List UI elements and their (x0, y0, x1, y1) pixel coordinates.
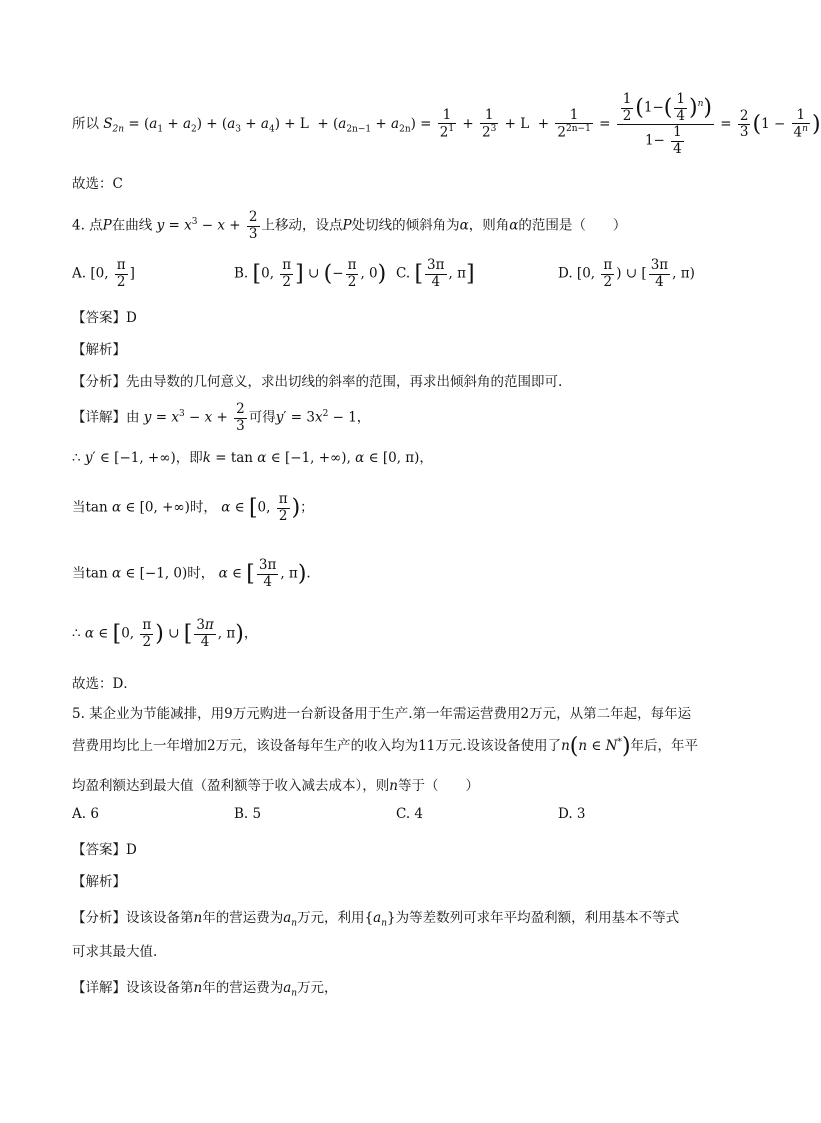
choose-c: 故选：C (72, 176, 123, 192)
q4-jiexi: 【解析】 (72, 342, 126, 358)
q5-fenxi-cont: 可求其最大值. (72, 944, 158, 960)
q5-answer: 【答案】D (72, 842, 137, 858)
q4-answer: 【答案】D (72, 310, 137, 326)
q4-conclusion: ∴ α ∈ [0, $\frac{\pi}{2}$ ) ∪ [ $\frac{3\pi}{4}$ , π)， (72, 617, 258, 650)
q4-choose: 故选：D． (72, 676, 137, 692)
q4-stem: 4. 点P在曲线 $y = x^3 - x$ + $\frac{2}{3}$ 上移动，设点P处切线的倾斜角为α，则角α的范围是（ ） (72, 209, 627, 242)
q4-case-2: 当tan α ∈ [−1, 0)时， α ∈ [ $\frac{3\pi}{4}$ , π). (72, 557, 311, 590)
q5-xiangjie: 【详解】设该设备第n年的营运费为$a_n$万元， (72, 980, 338, 999)
q5-line-2: 营费用均比上一年增加2万元，该设备每年生产的收入均为11万元.设该设备使用了n(n ∈ N*)年后，年平 (72, 734, 699, 759)
q5-option-a[interactable]: A. 6 (72, 806, 99, 822)
q4-option-d[interactable]: D. [0, $\frac{\pi}{2}$ ) ∪ [ $\frac{3\pi}{4}$ , π) (558, 257, 695, 290)
q4-option-a[interactable]: A. [0, $\frac{\pi}{2}$ ] (72, 257, 135, 290)
q5-fenxi: 【分析】设该设备第n年的营运费为$a_n$万元，利用$\{a_n\}$为等差数列可求年平均盈利额，利用基本不等式 (72, 910, 680, 929)
q5-line-1: 5. 某企业为节能减排，用9万元购进一台新设备用于生产.第一年需运营费用2万元，从第二年起，每年运 (72, 706, 692, 722)
q4-option-c[interactable]: C. [ $\frac{3\pi}{4}$ , π] (396, 257, 475, 290)
q4-fenxi: 【分析】先由导数的几何意义，求出切线的斜率的范围，再求出倾斜角的范围即可. (72, 374, 563, 390)
q4-step-range: ∴ y′ ∈ [−1, +∞)，即k = tan α ∈ [−1, +∞), α ∈ [0, π)， (72, 450, 433, 466)
q4-xiangjie: 【详解】由 $y = x^3 - x$ + $\frac{2}{3}$ 可得$y' = 3x^2 - 1$， (72, 401, 371, 434)
q4-option-b[interactable]: B. [0, $\frac{\pi}{2}$ ] ∪ (− $\frac{\pi}{2}$ , 0) (234, 257, 387, 290)
q5-option-b[interactable]: B. 5 (234, 806, 262, 822)
q5-option-d[interactable]: D. 3 (558, 806, 586, 822)
sum-prefix: 所以 (72, 116, 99, 133)
q5-jiexi: 【解析】 (72, 874, 126, 890)
q4-case-1: 当tan α ∈ [0, +∞)时， α ∈ [0, $\frac{\pi}{2}$ )； (72, 491, 314, 524)
q5-option-c[interactable]: C. 4 (396, 806, 424, 822)
sum-formula-line: 所以 $S_{2n} = (a_1 + a_2) + (a_3 + a_4) + L + (a_{2n-1} + a_{2n})$ = $\frac{1}{2^1}$ + $\frac{1}{2^3}$ + L + $\frac{1}{2^{2n-1}}$ = $\frac{1}{2}$ (1−( $\frac{1}{4}$ )$^n$) 1− $\frac{1}{4}$ = $\frac{2}{3}$ (1 − $\frac{1}{4^n}$ ) (72, 91, 821, 157)
q5-line-3: 均盈利额达到最大值（盈利额等于收入减去成本），则n等于（ ） (72, 778, 479, 794)
